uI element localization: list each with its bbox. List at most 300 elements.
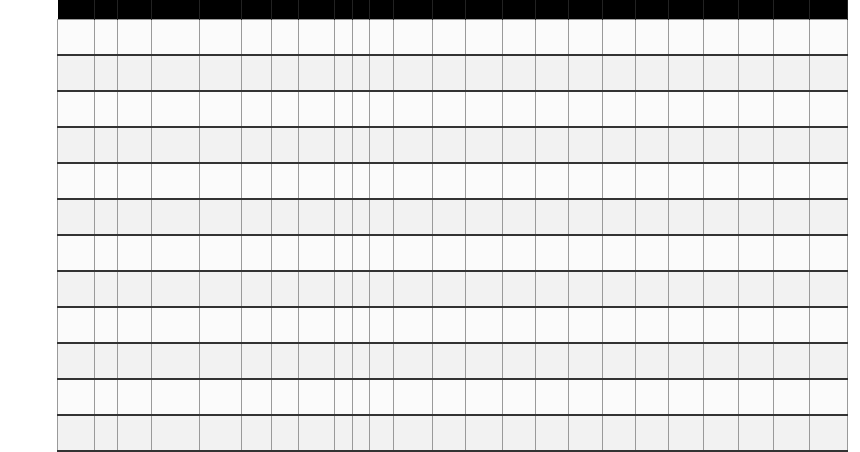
table-cell — [152, 415, 200, 451]
table-cell — [272, 415, 299, 451]
table-cell — [353, 163, 370, 199]
table-cell — [95, 415, 118, 451]
table-cell — [739, 163, 774, 199]
table-cell — [152, 163, 200, 199]
table-cell — [58, 235, 95, 271]
table-cell — [335, 20, 353, 56]
table-cell — [353, 55, 370, 91]
table-cell — [200, 127, 242, 163]
table-cell — [739, 415, 774, 451]
table-cell — [58, 55, 95, 91]
table-cell — [739, 199, 774, 235]
table-cell — [353, 20, 370, 56]
column-header — [636, 0, 669, 20]
table-cell — [704, 343, 739, 379]
table-cell — [536, 415, 569, 451]
table-cell — [95, 379, 118, 415]
data-table — [57, 0, 848, 452]
table-cell — [299, 271, 335, 307]
table-cell — [536, 127, 569, 163]
table-cell — [433, 199, 466, 235]
table-cell — [242, 20, 272, 56]
table-cell — [299, 199, 335, 235]
table-cell — [536, 199, 569, 235]
table-cell — [704, 199, 739, 235]
column-header — [272, 0, 299, 20]
table-cell — [810, 415, 848, 451]
column-header — [466, 0, 503, 20]
table-cell — [118, 163, 152, 199]
table-row — [58, 343, 848, 379]
table-cell — [152, 199, 200, 235]
table-cell — [242, 55, 272, 91]
table-cell — [810, 20, 848, 56]
column-header — [353, 0, 370, 20]
table-cell — [118, 20, 152, 56]
table-cell — [669, 415, 704, 451]
table-cell — [774, 199, 810, 235]
table-cell — [669, 127, 704, 163]
table-cell — [636, 235, 669, 271]
column-header — [774, 0, 810, 20]
table-cell — [636, 307, 669, 343]
table-cell — [152, 235, 200, 271]
table-cell — [466, 343, 503, 379]
table-cell — [58, 163, 95, 199]
table-cell — [704, 127, 739, 163]
table-cell — [536, 91, 569, 127]
table-cell — [118, 307, 152, 343]
table-cell — [669, 379, 704, 415]
table-cell — [272, 127, 299, 163]
column-header — [242, 0, 272, 20]
table-cell — [669, 307, 704, 343]
table-cell — [95, 127, 118, 163]
table-cell — [299, 415, 335, 451]
column-header — [433, 0, 466, 20]
table-cell — [603, 163, 636, 199]
table-cell — [370, 415, 394, 451]
table-cell — [810, 235, 848, 271]
table-cell — [466, 379, 503, 415]
table-cell — [503, 379, 536, 415]
table-cell — [353, 343, 370, 379]
table-cell — [335, 415, 353, 451]
table-cell — [536, 235, 569, 271]
table-cell — [669, 55, 704, 91]
table-cell — [569, 127, 603, 163]
table-cell — [394, 307, 433, 343]
table-cell — [739, 55, 774, 91]
column-header — [335, 0, 353, 20]
table-cell — [299, 91, 335, 127]
table-cell — [370, 91, 394, 127]
column-header — [95, 0, 118, 20]
table-cell — [503, 20, 536, 56]
table-cell — [272, 91, 299, 127]
table-cell — [636, 20, 669, 56]
table-row — [58, 127, 848, 163]
table-cell — [669, 20, 704, 56]
table-cell — [299, 163, 335, 199]
table-cell — [503, 235, 536, 271]
table-cell — [370, 307, 394, 343]
table-cell — [299, 235, 335, 271]
table-cell — [569, 235, 603, 271]
table-cell — [603, 91, 636, 127]
table-cell — [636, 55, 669, 91]
table-row — [58, 163, 848, 199]
table-cell — [466, 307, 503, 343]
table-cell — [335, 271, 353, 307]
table-cell — [774, 415, 810, 451]
table-cell — [603, 55, 636, 91]
table-cell — [242, 415, 272, 451]
table-cell — [603, 127, 636, 163]
table-cell — [95, 55, 118, 91]
table-cell — [739, 343, 774, 379]
table-cell — [394, 127, 433, 163]
table-cell — [118, 127, 152, 163]
table-cell — [152, 127, 200, 163]
table-cell — [200, 307, 242, 343]
table-cell — [95, 20, 118, 56]
table-cell — [200, 163, 242, 199]
table-cell — [370, 20, 394, 56]
table-cell — [118, 343, 152, 379]
table-cell — [95, 91, 118, 127]
table-cell — [299, 55, 335, 91]
table-cell — [669, 199, 704, 235]
table-cell — [669, 163, 704, 199]
table-row — [58, 199, 848, 235]
table-cell — [603, 379, 636, 415]
table-row — [58, 20, 848, 56]
table-cell — [242, 199, 272, 235]
table-cell — [774, 127, 810, 163]
table-cell — [335, 199, 353, 235]
table-cell — [118, 199, 152, 235]
table-cell — [394, 163, 433, 199]
table-cell — [370, 271, 394, 307]
table-cell — [669, 91, 704, 127]
table-cell — [603, 343, 636, 379]
table-cell — [810, 379, 848, 415]
table-cell — [466, 127, 503, 163]
table-cell — [335, 343, 353, 379]
table-cell — [394, 55, 433, 91]
table-cell — [466, 199, 503, 235]
table-cell — [503, 127, 536, 163]
table-cell — [536, 20, 569, 56]
column-header — [503, 0, 536, 20]
table-cell — [394, 91, 433, 127]
table-cell — [739, 271, 774, 307]
table-row — [58, 379, 848, 415]
table-cell — [669, 343, 704, 379]
table-cell — [299, 307, 335, 343]
table-cell — [370, 163, 394, 199]
table-cell — [370, 343, 394, 379]
table-cell — [466, 55, 503, 91]
column-header — [200, 0, 242, 20]
table-cell — [95, 343, 118, 379]
table-cell — [536, 271, 569, 307]
table-cell — [503, 55, 536, 91]
table-cell — [353, 199, 370, 235]
table-cell — [299, 343, 335, 379]
table-cell — [95, 235, 118, 271]
table-cell — [242, 379, 272, 415]
table-cell — [669, 271, 704, 307]
table-cell — [152, 343, 200, 379]
table-cell — [272, 55, 299, 91]
table-cell — [810, 271, 848, 307]
table-cell — [370, 127, 394, 163]
table-cell — [810, 91, 848, 127]
table-cell — [466, 20, 503, 56]
table-cell — [200, 379, 242, 415]
table-cell — [242, 271, 272, 307]
table-cell — [58, 271, 95, 307]
table-cell — [152, 307, 200, 343]
table-cell — [636, 91, 669, 127]
table-cell — [536, 307, 569, 343]
table-cell — [503, 307, 536, 343]
table-cell — [433, 55, 466, 91]
table-cell — [536, 55, 569, 91]
table-cell — [299, 379, 335, 415]
table-cell — [242, 307, 272, 343]
table-cell — [95, 271, 118, 307]
table-cell — [739, 379, 774, 415]
table-cell — [200, 91, 242, 127]
table-cell — [433, 20, 466, 56]
table-cell — [774, 20, 810, 56]
table-cell — [394, 343, 433, 379]
column-header — [810, 0, 848, 20]
table-cell — [503, 343, 536, 379]
table-row — [58, 55, 848, 91]
table-cell — [603, 271, 636, 307]
table-cell — [353, 415, 370, 451]
table-cell — [603, 415, 636, 451]
table-cell — [118, 415, 152, 451]
column-header — [739, 0, 774, 20]
table-cell — [704, 415, 739, 451]
table-cell — [774, 379, 810, 415]
table-cell — [272, 235, 299, 271]
table-cell — [433, 127, 466, 163]
table-cell — [536, 163, 569, 199]
table-cell — [704, 235, 739, 271]
table-cell — [353, 379, 370, 415]
table-cell — [739, 91, 774, 127]
table-cell — [370, 55, 394, 91]
table-cell — [335, 55, 353, 91]
column-header — [394, 0, 433, 20]
table-cell — [353, 307, 370, 343]
table-cell — [569, 307, 603, 343]
table-row — [58, 91, 848, 127]
table-cell — [636, 343, 669, 379]
table-cell — [774, 343, 810, 379]
table-cell — [810, 55, 848, 91]
table-cell — [200, 20, 242, 56]
table-cell — [704, 163, 739, 199]
table-cell — [704, 91, 739, 127]
table-cell — [95, 199, 118, 235]
table-cell — [569, 271, 603, 307]
table-cell — [433, 163, 466, 199]
table-cell — [774, 91, 810, 127]
table-cell — [335, 307, 353, 343]
table-cell — [603, 307, 636, 343]
table-cell — [272, 199, 299, 235]
table-row — [58, 271, 848, 307]
table-cell — [433, 307, 466, 343]
table-cell — [704, 20, 739, 56]
table-cell — [95, 307, 118, 343]
table-cell — [810, 163, 848, 199]
column-header — [370, 0, 394, 20]
table-cell — [272, 271, 299, 307]
table-cell — [335, 91, 353, 127]
table-cell — [394, 415, 433, 451]
table-cell — [370, 235, 394, 271]
table-cell — [152, 379, 200, 415]
table-cell — [636, 199, 669, 235]
table-cell — [58, 91, 95, 127]
table-cell — [810, 307, 848, 343]
table-cell — [353, 127, 370, 163]
column-header — [536, 0, 569, 20]
table-cell — [335, 379, 353, 415]
table-cell — [353, 91, 370, 127]
table-cell — [503, 163, 536, 199]
table-cell — [503, 91, 536, 127]
table-cell — [58, 379, 95, 415]
table-cell — [636, 127, 669, 163]
table-cell — [603, 235, 636, 271]
header-row — [58, 0, 848, 20]
table-cell — [466, 163, 503, 199]
table-cell — [394, 199, 433, 235]
table-cell — [636, 379, 669, 415]
table-cell — [335, 163, 353, 199]
column-header — [58, 0, 95, 20]
table-cell — [353, 271, 370, 307]
table-cell — [58, 20, 95, 56]
data-sheet — [57, 0, 803, 450]
table-cell — [58, 343, 95, 379]
table-cell — [774, 307, 810, 343]
column-header — [669, 0, 704, 20]
table-cell — [503, 415, 536, 451]
table-cell — [739, 307, 774, 343]
table-cell — [704, 379, 739, 415]
table-cell — [636, 271, 669, 307]
table-cell — [503, 271, 536, 307]
table-cell — [152, 20, 200, 56]
table-cell — [200, 55, 242, 91]
table-cell — [200, 271, 242, 307]
table-cell — [200, 199, 242, 235]
table-cell — [152, 91, 200, 127]
table-cell — [466, 91, 503, 127]
table-cell — [810, 343, 848, 379]
table-cell — [569, 55, 603, 91]
table-cell — [433, 271, 466, 307]
table-cell — [569, 163, 603, 199]
table-cell — [774, 55, 810, 91]
table-cell — [536, 379, 569, 415]
column-header — [704, 0, 739, 20]
table-cell — [704, 55, 739, 91]
table-cell — [370, 199, 394, 235]
table-row — [58, 307, 848, 343]
table-cell — [569, 91, 603, 127]
table-cell — [242, 343, 272, 379]
table-cell — [739, 127, 774, 163]
table-cell — [118, 271, 152, 307]
table-cell — [603, 20, 636, 56]
table-cell — [636, 415, 669, 451]
column-header — [299, 0, 335, 20]
table-cell — [433, 343, 466, 379]
table-cell — [370, 379, 394, 415]
table-cell — [433, 379, 466, 415]
table-cell — [433, 415, 466, 451]
column-header — [152, 0, 200, 20]
table-cell — [152, 271, 200, 307]
table-cell — [569, 343, 603, 379]
table-cell — [394, 379, 433, 415]
table-cell — [774, 163, 810, 199]
table-body — [58, 20, 848, 452]
table-cell — [152, 55, 200, 91]
table-cell — [118, 55, 152, 91]
table-cell — [569, 379, 603, 415]
table-cell — [200, 343, 242, 379]
table-cell — [636, 163, 669, 199]
table-cell — [118, 379, 152, 415]
column-header — [118, 0, 152, 20]
table-cell — [242, 235, 272, 271]
table-cell — [242, 127, 272, 163]
column-header — [603, 0, 636, 20]
table-cell — [272, 163, 299, 199]
table-cell — [669, 235, 704, 271]
table-cell — [569, 20, 603, 56]
table-cell — [272, 307, 299, 343]
table-cell — [503, 199, 536, 235]
table-cell — [200, 235, 242, 271]
table-cell — [739, 20, 774, 56]
table-cell — [466, 415, 503, 451]
table-cell — [118, 235, 152, 271]
table-cell — [200, 415, 242, 451]
table-cell — [353, 235, 370, 271]
table-cell — [299, 20, 335, 56]
table-cell — [466, 271, 503, 307]
table-cell — [272, 20, 299, 56]
table-cell — [335, 127, 353, 163]
table-cell — [774, 271, 810, 307]
table-cell — [394, 271, 433, 307]
table-cell — [704, 307, 739, 343]
table-cell — [272, 343, 299, 379]
